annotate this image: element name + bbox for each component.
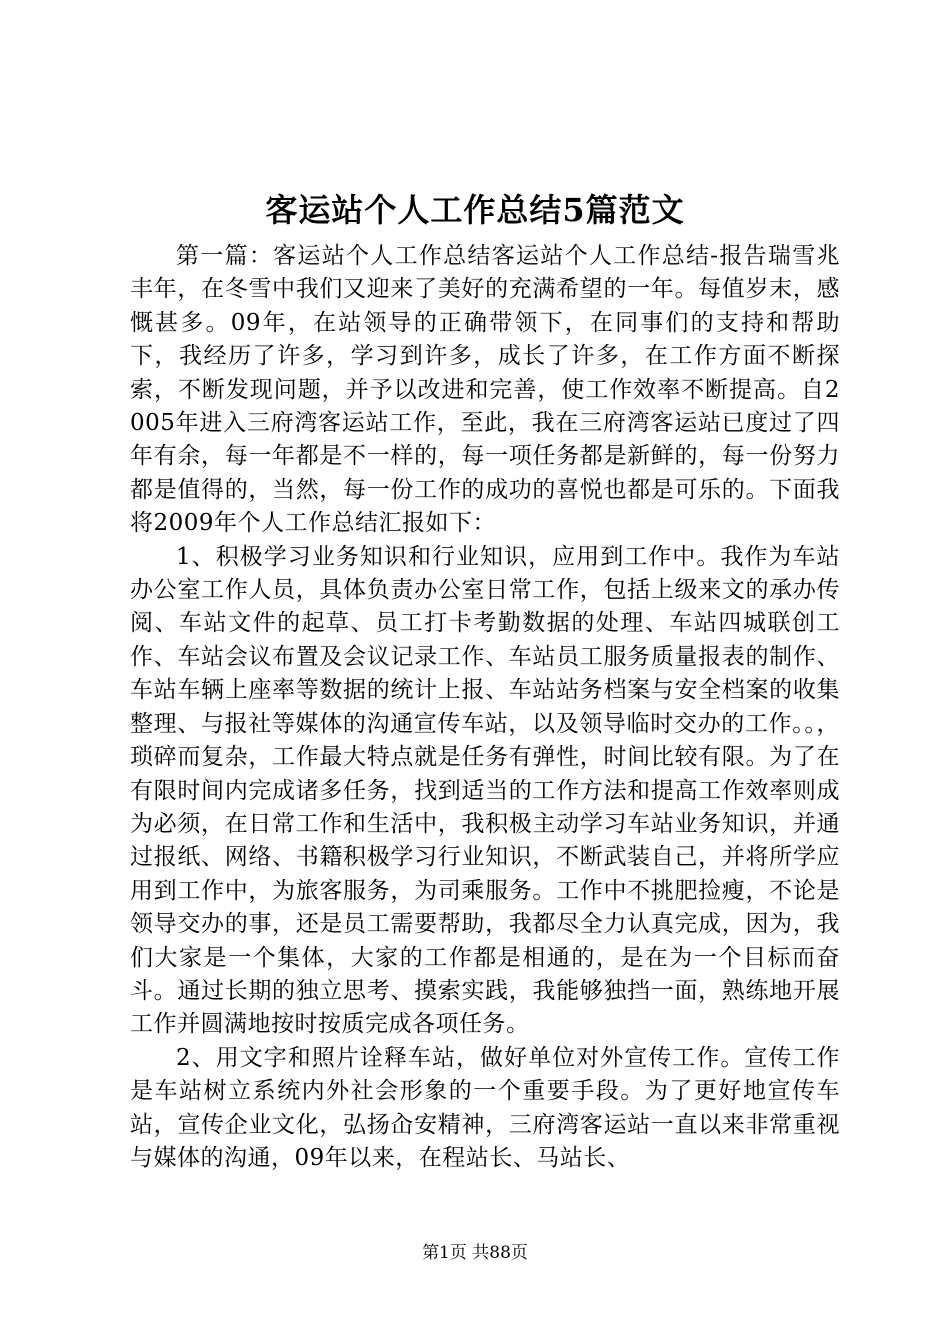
paragraph-1: 第一篇：客运站个人工作总结客运站个人工作总结-报告瑞雪兆丰年，在冬雪中我们又迎来了美好的充满希望的一年。每值岁末，感慨甚多。09年，在站领导的正确带领下，在同事们的支持和帮助下，我经历了许多，学习到许多，成长了许多，在工作方面不断探索，不断发现问题，并予以改进和完善，使工作效率不断提高。自2005年进入三府湾客运站工作，至此，我在三府湾客运站已度过了四年有余，每一年都是不一样的，每一项任务都是新鲜的，每一份努力都是值得的，当然，每一份工作的成功的喜悦也都是可乐的。下面我将2009年个人工作总结汇报如下： — [130, 243, 840, 537]
document-body — [130, 240, 840, 1175]
page-footer: 第1页 共88页 — [422, 1243, 528, 1263]
paragraph-2: 1、积极学习业务知识和行业知识，应用到工作中。我作为车站办公室工作人员，具体负责办公室日常工作，包括上级来文的承办传阅、车站文件的起草、员工打卡考勤数据的处理、车站四城联创工作、车站会议布置及会议记录工作、车站员工服务质量报表的制作、车站车辆上座率等数据的统计上报、车站站务档案与安全档案的收集整理、与报社等媒体的沟通宣传车站，以及领导临时交办的工作。。，琐碎而复杂，工作最大特点就是任务有弹性，时间比较有限。为了在有限时间内完成诸多任务，找到适当的工作方法和提高工作效率则成为必须，在日常工作和生活中，我积极主动学习车站业务知识，并通过报纸、网络、书籍积极学习行业知识，不断武装自己，并将所学应用到工作中，为旅客服务，为司乘服务。工作中不挑肥捡瘦，不论是领导交办的事，还是员工需要帮助，我都尽全力认真完成，因为，我们大家是一个集体，大家的工作都是相通的，是在为一个目标而奋斗。通过长期的独立思考、摸索实践，我能够独挡一面，熟练地开展工作并圆满地按时按质完成各项任务。 — [130, 543, 840, 1038]
paragraph-3: 2、用文字和照片诠释车站，做好单位对外宣传工作。宣传工作是车站树立系统内外社会形象的一个重要手段。为了更好地宣传车站，宣传企业文化，弘扬屳安精神，三府湾客运站一直以来非常重视与媒体的沟通，09年以来，在程站长、马站长、 — [130, 1044, 840, 1171]
document-title: 客运站个人工作总结5篇范文 — [265, 191, 685, 229]
